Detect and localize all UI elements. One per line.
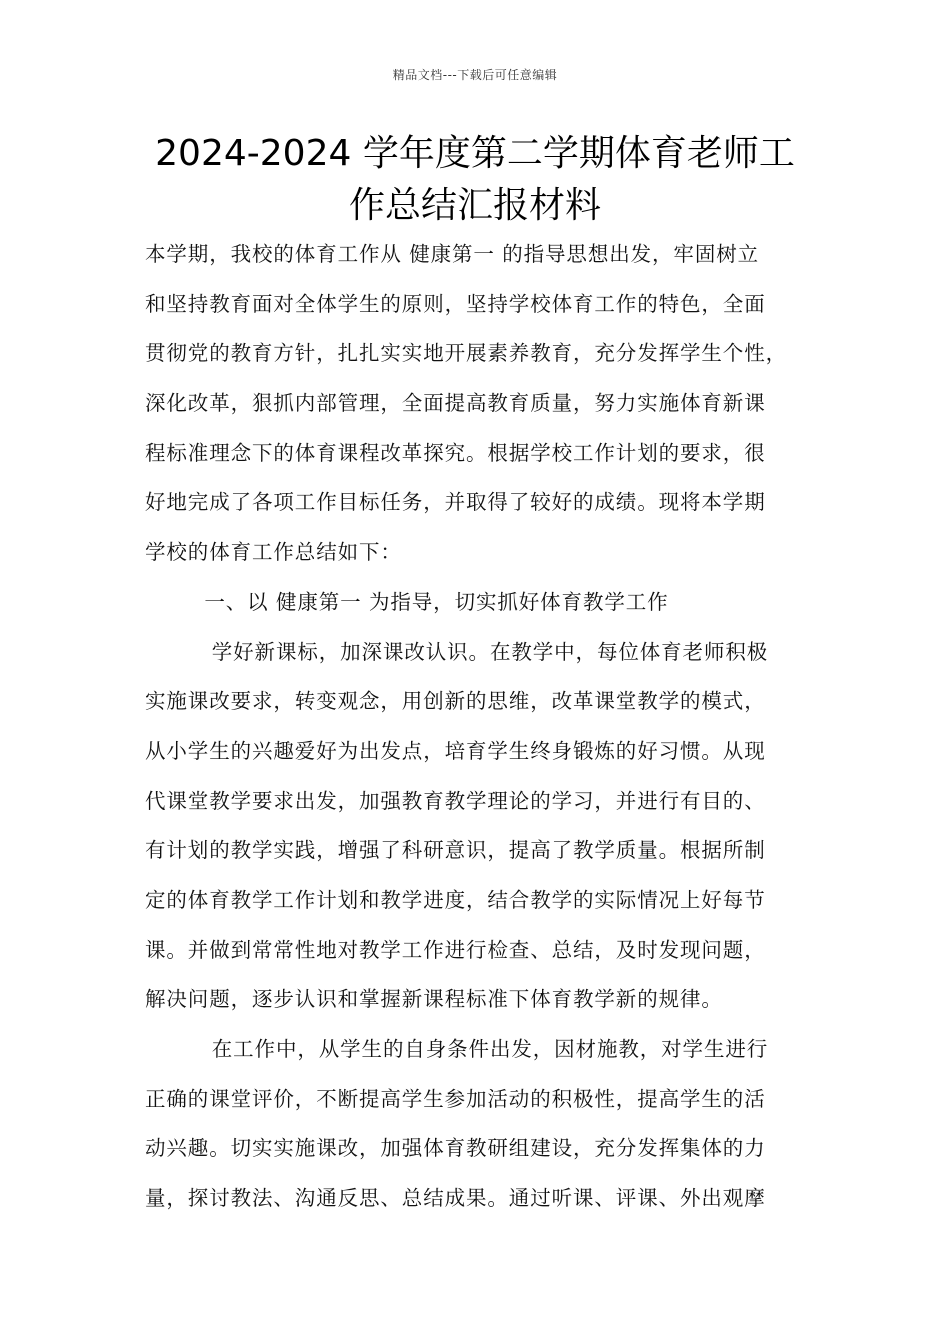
body-line: 本学期，我校的体育工作从 健康第一 的指导思想出发，牢固树立 bbox=[145, 242, 760, 266]
title-line-2: 作总结汇报材料 bbox=[348, 185, 601, 226]
body-line: 实施课改要求，转变观念，用创新的思维，改革课堂教学的模式， bbox=[145, 689, 766, 714]
body-line: 学校的体育工作总结如下： bbox=[145, 540, 402, 565]
body-line: 量，探讨教法、沟通反思、总结成果。通过听课、评课、外出观摩 bbox=[145, 1186, 766, 1211]
body-line: 定的体育教学工作计划和教学进度，结合教学的实际情况上好每节 bbox=[145, 887, 766, 912]
document-body bbox=[145, 230, 810, 1224]
body-line: 动兴趣。切实实施课改，加强体育教研组建设，充分发挥集体的力 bbox=[145, 1136, 766, 1161]
body-line: 课。并做到常常性地对教学工作进行检查、总结，及时发现问题， bbox=[145, 937, 766, 962]
header-note: 精品文档---下载后可任意编辑 bbox=[392, 68, 558, 82]
body-line: 贯彻党的教育方针，扎扎实实地开展素养教育，充分发挥学生个性， bbox=[145, 341, 787, 366]
document-title bbox=[120, 128, 830, 232]
body-line: 有计划的教学实践，增强了科研意识，提高了教学质量。根据所制 bbox=[145, 838, 766, 863]
body-line: 程标准理念下的体育课程改革探究。根据学校工作计划的要求，很 bbox=[145, 440, 766, 465]
body-line: 解决问题，逐步认识和掌握新课程标准下体育教学新的规律。 bbox=[145, 987, 723, 1012]
body-line: 学好新课标，加深课改认识。在教学中，每位体育老师积极 bbox=[145, 639, 769, 664]
body-line: 在工作中，从学生的自身条件出发，因材施教，对学生进行 bbox=[145, 1037, 769, 1061]
body-line: 正确的课堂评价，不断提高学生参加活动的积极性，提高学生的活 bbox=[145, 1086, 766, 1111]
body-line: 从小学生的兴趣爱好为出发点，培育学生终身锻炼的好习惯。从现 bbox=[145, 738, 766, 763]
body-line: 代课堂教学要求出发，加强教育教学理论的学习，并进行有目的、 bbox=[145, 788, 766, 813]
body-line: 深化改革，狠抓内部管理，全面提高教育质量，努力实施体育新课 bbox=[145, 391, 766, 416]
section-heading: 一、以 健康第一 为指导，切实抓好体育教学工作 bbox=[145, 589, 669, 614]
title-line-1: 2024-2024 学年度第二学期体育老师工 bbox=[155, 133, 795, 174]
body-line: 和坚持教育面对全体学生的原则，坚持学校体育工作的特色，全面 bbox=[145, 291, 766, 316]
body-line: 好地完成了各项工作目标任务，并取得了较好的成绩。现将本学期 bbox=[145, 490, 766, 515]
